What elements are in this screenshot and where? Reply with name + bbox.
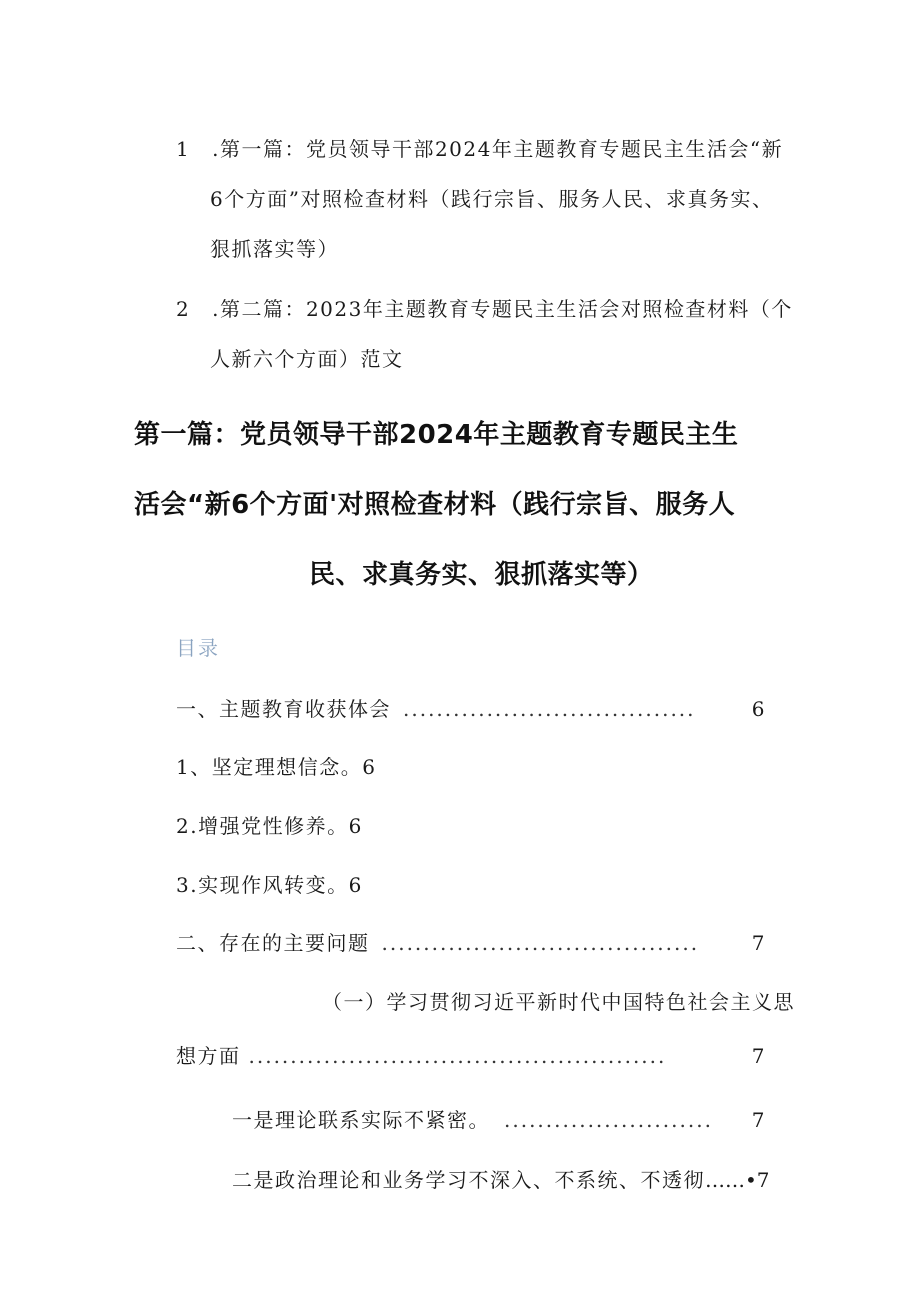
toc-page-number: 6 (362, 755, 377, 779)
toc-leader-dots: ......................... (504, 1108, 713, 1132)
toc-item[interactable] (176, 693, 766, 722)
toc-item[interactable] (176, 751, 376, 780)
toc-item-text: 想方面 (176, 1044, 241, 1068)
heading-line2: 活会“新6个方面'对照检查材料（践行宗旨、服务人 (134, 490, 736, 520)
toc-page-number: 6 (348, 814, 363, 838)
toc-item-text: 一、主题教育收获体会 (176, 697, 391, 721)
toc-page-number: 7 (751, 1044, 766, 1068)
heading-line3: 民、求真务实、狠抓落实等） (309, 560, 654, 590)
toc-item-text: 2.增强党性修养。 (176, 814, 349, 838)
list-number: 1 (176, 137, 191, 161)
toc-item[interactable] (176, 927, 766, 956)
toc-page-number: 7 (751, 1108, 766, 1132)
toc-item-line2[interactable] (176, 1040, 766, 1069)
toc-leader-dots: .................................................. (248, 1044, 667, 1068)
list-item-2-line1 (176, 293, 793, 322)
list-text: .第二篇：2023年主题教育专题民主生活会对照检查材料（个 (212, 297, 793, 321)
toc-item-text: 1、坚定理想信念。 (176, 755, 363, 779)
toc-leader-dots: ...................................... (381, 931, 700, 955)
list-item-1-line3: 狠抓落实等） (210, 237, 339, 261)
toc-item[interactable] (176, 869, 363, 898)
toc-page-number: 7 (756, 1168, 772, 1192)
toc-leader-dots: ……• (705, 1168, 757, 1192)
toc-page-number: 6 (751, 697, 766, 721)
toc-leader-dots: ................................... (403, 697, 696, 721)
list-item-2-line2: 人新六个方面）范文 (210, 347, 404, 371)
heading-line1: 第一篇：党员领导干部2024年主题教育专题民主生 (134, 420, 739, 450)
toc-item-text: 二、存在的主要问题 (176, 931, 370, 955)
toc-item[interactable] (232, 1164, 771, 1193)
list-number: 2 (176, 297, 191, 321)
toc-item-text: 一是理论联系实际不紧密。 (232, 1108, 490, 1132)
toc-item[interactable] (176, 810, 363, 839)
toc-item-text: （一）学习贯彻习近平新时代中国特色社会主义思 (322, 990, 795, 1014)
toc-title: 目录 (176, 636, 220, 660)
list-item-1-line2: 6个方面”对照检查材料（践行宗旨、服务人民、求真务实、 (210, 187, 774, 211)
toc-item-text: 3.实现作风转变。 (176, 873, 349, 897)
toc-page-number: 7 (751, 931, 766, 955)
toc-item-text: 二是政治理论和业务学习不深入、不系统、不透彻 (232, 1168, 705, 1192)
toc-item[interactable] (232, 1104, 766, 1133)
list-item-1-line1 (176, 133, 783, 162)
toc-item-line1[interactable] (322, 986, 795, 1015)
list-text: .第一篇：党员领导干部2024年主题教育专题民主生活会“新 (212, 137, 784, 161)
toc-page-number: 6 (348, 873, 363, 897)
